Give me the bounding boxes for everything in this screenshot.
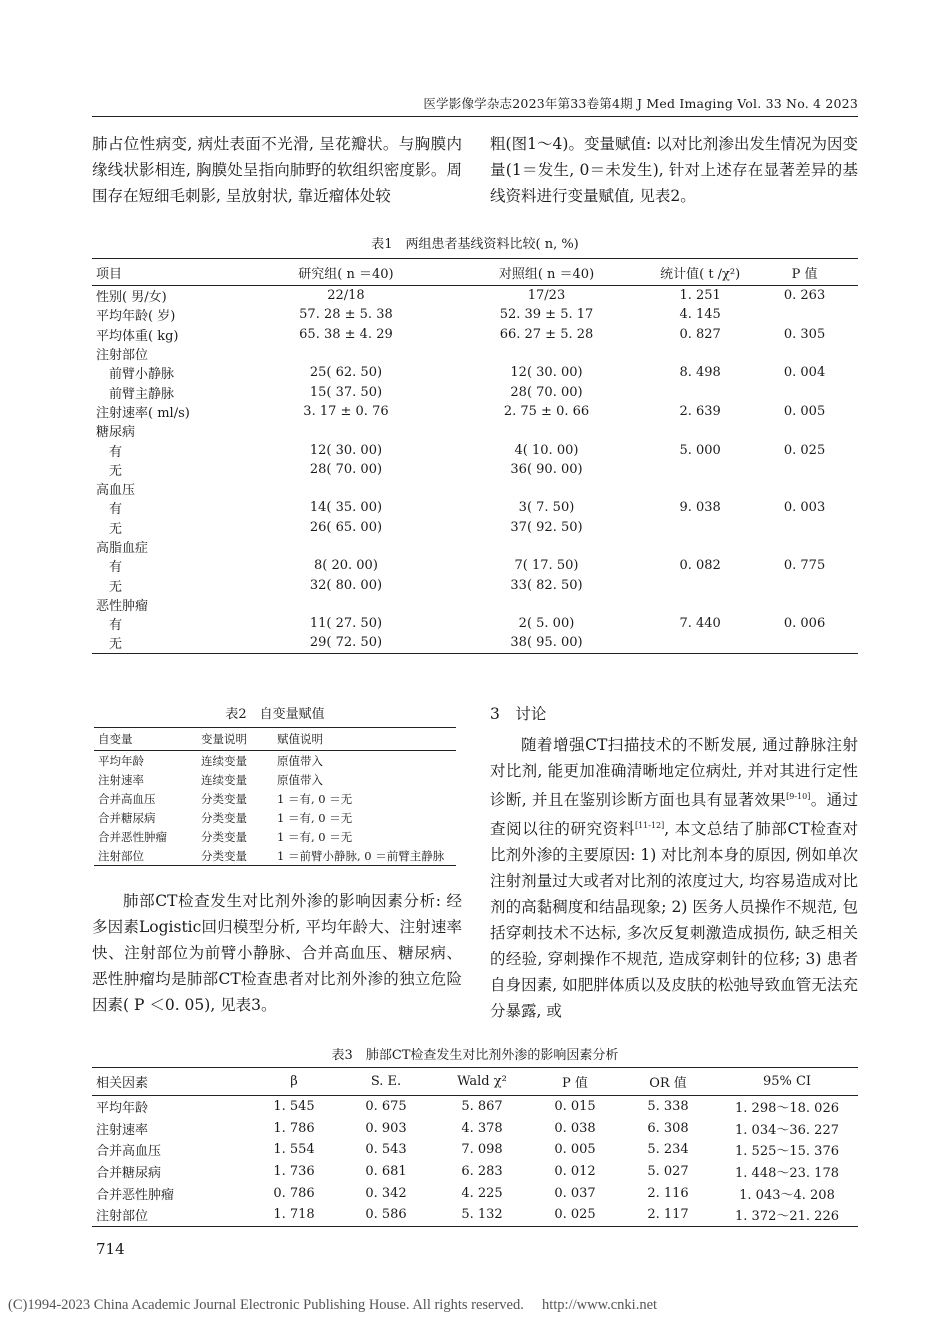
table2-row-cell: 平均年龄 xyxy=(98,753,144,768)
table1-row-cell: 有 xyxy=(96,560,123,576)
factor-analysis-paragraph: 肺部CT检查发生对比剂外渗的影响因素分析: 经多因素Logistic回归模型分析, 平均年龄大、注射速率快、注射部位为前臂小静脉、合并高血压、糖尿病、恶性肿瘤均是肺部CT检查患者对比剂外渗的独立危险因素( P ＜0. 05), 见表3。 xyxy=(92,892,462,1014)
table1-row xyxy=(92,537,858,556)
discussion-text: , 本文总结了肺部CT检查对比剂外渗的主要原因: 1) 对比剂本身的原因, 例如单次注射剂量过大或者对比剂的浓度过大, 均容易造成对比剂的高黏稠度和结晶现象; 2) 医务人员操作不规范, 包括穿刺技术不达标, 多次反复刺激造成损伤, 缺乏相关的经验, 穿刺操作不规范, 造成穿刺针的位移; 3) 患者自身因素, 如肥胖体质以及皮肤的松弛导致血管无法充分暴露, 或 xyxy=(490,820,858,1021)
table1-row-cell: 2. 639 xyxy=(679,403,721,419)
table1-row-cell: 糖尿病 xyxy=(96,425,136,441)
table3-caption: 表3 肺部CT检查发生对比剂外渗的影响因素分析 xyxy=(331,1048,619,1063)
table3-row-cell: 2. 116 xyxy=(647,1185,689,1201)
table1-row xyxy=(92,305,858,324)
table1-row-cell xyxy=(751,518,858,537)
table1-row-cell: 36( 90. 00) xyxy=(510,461,583,477)
table1-row-cell: 平均年龄( 岁) xyxy=(96,309,176,325)
table1-baseline-comparison xyxy=(92,258,858,654)
table3-row-cell: 1. 786 xyxy=(273,1120,315,1136)
discussion-heading: 3 讨论 xyxy=(490,705,547,723)
table1-row-cell xyxy=(248,479,444,498)
table3-row-cell: 4. 378 xyxy=(461,1120,503,1136)
table3-row-cell: 1. 034～36. 227 xyxy=(735,1122,839,1138)
citation-ref: [11-12] xyxy=(634,821,665,831)
table3-header-cell: 相关因素 xyxy=(92,1068,250,1096)
table2-row-cell: 注射速率 xyxy=(98,772,144,787)
copyright-footer: (C)1994-2023 China Academic Journal Electronic Publishing House. All rights reserved. http://www.cnki.net xyxy=(8,1297,658,1313)
table3-row xyxy=(92,1118,858,1140)
table1-row xyxy=(92,498,858,517)
table1-header-cell: 项目 xyxy=(92,259,248,286)
table1-row-cell xyxy=(649,595,751,614)
table1-row-cell: 38( 95. 00) xyxy=(444,633,649,653)
table1-row-cell xyxy=(649,575,751,594)
table1-row-cell: 高血压 xyxy=(96,483,136,499)
table1-row-cell: 12( 30. 00) xyxy=(510,365,583,381)
table1-row-cell: 52. 39 ± 5. 17 xyxy=(499,307,594,323)
table1-row xyxy=(92,344,858,363)
table2-row-cell: 1 ＝有, 0 ＝无 xyxy=(277,829,353,844)
table1-row-cell: 高脂血症 xyxy=(96,541,149,556)
table1-row-cell xyxy=(248,344,444,363)
table2-row-cell: 分类变量 xyxy=(197,846,273,866)
table2-row-cell: 注射部位 xyxy=(94,846,197,866)
table1-row-cell xyxy=(751,479,858,498)
citation-ref: [9-10] xyxy=(786,792,811,801)
table3-row-cell: 1. 525～15. 376 xyxy=(735,1144,839,1160)
table2-row-cell: 合并恶性肿瘤 xyxy=(98,829,167,844)
table1-row-cell xyxy=(649,633,751,653)
table1-row-cell: 17/23 xyxy=(527,288,566,304)
table3-header-cell: Wald χ² xyxy=(434,1068,530,1096)
table2-header-row xyxy=(94,728,456,751)
table2-row-cell: 分类变量 xyxy=(201,810,247,825)
table3-row-cell: 0. 342 xyxy=(365,1185,407,1201)
table2-row-cell: 连续变量 xyxy=(201,753,247,768)
table2-header-cell: 变量说明 xyxy=(197,728,273,751)
table1-row-cell xyxy=(751,633,858,653)
table1-row-cell: 无 xyxy=(96,521,123,537)
table1-row-cell: 0. 305 xyxy=(783,326,826,342)
table3-row-cell: 0. 903 xyxy=(365,1120,407,1136)
table1-row-cell xyxy=(649,479,751,498)
table1-row-cell: 11( 27. 50) xyxy=(309,616,383,632)
table3-header-cell: P 值 xyxy=(530,1068,620,1096)
table1-caption: 表1 两组患者基线资料比较( n, %) xyxy=(371,237,579,252)
table1-row-cell xyxy=(649,344,751,363)
table1-row-cell: 恶性肿瘤 xyxy=(96,598,149,614)
intro-right-text: 粗(图1～4)。变量赋值: 以对比剂渗出发生情况为因变量(1＝发生, 0＝未发生), 针对上述存在显著差异的基线资料进行变量赋值, 见表2。 xyxy=(490,135,858,205)
intro-left-column xyxy=(92,131,462,209)
table3-header-cell: S. E. xyxy=(338,1068,434,1096)
table1-row-cell: 28( 70. 00) xyxy=(510,384,583,400)
table1-row-cell xyxy=(649,382,751,401)
table1-row xyxy=(92,595,858,614)
table1-row xyxy=(92,460,858,479)
table3-row-cell: 0. 038 xyxy=(554,1120,596,1136)
table2-row-cell: 1 ＝前臂小静脉, 0 ＝前臂主静脉 xyxy=(273,846,456,866)
table1-row-cell: 前臂主静脉 xyxy=(96,386,175,402)
table1-row-cell: 65. 38 ± 4. 29 xyxy=(299,326,393,342)
table1-row-cell xyxy=(649,421,751,440)
table1-row xyxy=(92,479,858,498)
table1-row-cell: 25( 62. 50) xyxy=(309,365,383,381)
table2-row-cell: 连续变量 xyxy=(201,772,247,787)
table1-row-cell xyxy=(444,421,649,440)
table1-row-cell: 15( 37. 50) xyxy=(309,384,383,400)
table1-header-row xyxy=(92,259,858,286)
table1-row-cell xyxy=(444,479,649,498)
table3-row-cell: 5. 132 xyxy=(434,1204,530,1226)
table1-row-cell xyxy=(751,595,858,614)
table1-row-cell xyxy=(751,344,858,363)
table3-row xyxy=(92,1096,858,1118)
table3-header-cell: 95% CI xyxy=(716,1068,858,1096)
table3-header-row xyxy=(92,1068,858,1096)
table2-header-cell: 自变量 xyxy=(94,728,197,751)
table3-row-cell: 1. 298～18. 026 xyxy=(735,1101,839,1117)
table1-row-cell: 有 xyxy=(96,444,123,460)
table1-row-cell xyxy=(751,382,858,401)
table1-row-cell xyxy=(751,537,858,556)
table1-row-cell: 9. 038 xyxy=(679,500,721,516)
table1-row-cell: 14( 35. 00) xyxy=(309,500,383,516)
table2-row xyxy=(94,770,456,789)
intro-left-text: 肺占位性病变, 病灶表面不光滑, 呈花瓣状。与胸膜内缘线状影相连, 胸膜处呈指向肺野的软组织密度影。周围存在短细毛刺影, 呈放射状, 靠近瘤体处较 xyxy=(92,135,462,205)
table3-row-cell: 合并高血压 xyxy=(96,1144,162,1160)
table1-row xyxy=(92,286,858,306)
table2-row xyxy=(94,846,456,866)
table2-row xyxy=(94,808,456,827)
table1-header-cell: 统计值( t /χ²) xyxy=(649,259,751,286)
table3-row-cell: 0. 681 xyxy=(365,1164,407,1180)
table3-row-cell: 合并恶性肿瘤 xyxy=(96,1187,175,1203)
table1-row-cell: 33( 82. 50) xyxy=(510,577,583,593)
table2-row-cell: 合并糖尿病 xyxy=(98,810,156,825)
table1-row-cell: 注射速率( ml/s) xyxy=(96,405,190,421)
left-paragraph-block xyxy=(92,888,462,1018)
table1-row-cell xyxy=(248,595,444,614)
table3-row-cell: 1. 554 xyxy=(273,1142,315,1158)
table3-header-cell: OR 值 xyxy=(620,1068,716,1096)
table1-row-cell: 无 xyxy=(96,463,123,479)
table1-row-cell: 0. 775 xyxy=(783,558,826,574)
table1-row xyxy=(92,614,858,633)
table2-caption: 表2 自变量赋值 xyxy=(225,707,325,722)
table3-row-cell: 注射部位 xyxy=(92,1204,250,1226)
table3-row-cell: 5. 234 xyxy=(647,1142,689,1158)
table2-row-cell: 1 ＝有, 0 ＝无 xyxy=(277,791,353,806)
table2-row-cell: 1 ＝有, 0 ＝无 xyxy=(277,810,353,825)
table1-row-cell: 0. 006 xyxy=(783,616,826,632)
table1-row-cell: 平均体重( kg) xyxy=(96,328,179,344)
table3-row-cell: 0. 675 xyxy=(365,1099,407,1115)
table1-row-cell xyxy=(751,305,858,324)
table3-row-cell: 0. 786 xyxy=(273,1185,315,1201)
intro-right-column xyxy=(490,131,858,209)
table3-row-cell: 0. 586 xyxy=(338,1204,434,1226)
table1-row xyxy=(92,575,858,594)
table1-row xyxy=(92,363,858,382)
page-number: 714 xyxy=(96,1240,125,1258)
table1-row-cell xyxy=(649,537,751,556)
table1-row-cell xyxy=(444,537,649,556)
header-rule xyxy=(92,116,858,117)
table3-row-cell: 2. 117 xyxy=(620,1204,716,1226)
table3-row-cell: 1. 718 xyxy=(250,1204,338,1226)
table3-row-cell: 5. 867 xyxy=(461,1099,503,1115)
table1-row-cell: 29( 72. 50) xyxy=(248,633,444,653)
table1-row-cell: 4( 10. 00) xyxy=(514,442,579,458)
table1-row-cell xyxy=(751,575,858,594)
table2-row-cell: 分类变量 xyxy=(201,829,247,844)
table3-row-cell: 1. 545 xyxy=(273,1099,315,1115)
table3-row-cell: 0. 037 xyxy=(554,1185,596,1201)
table2-row-cell: 分类变量 xyxy=(201,791,247,806)
table1-row-cell: 32( 80. 00) xyxy=(309,577,383,593)
table3-row xyxy=(92,1204,858,1226)
table3-row xyxy=(92,1161,858,1183)
table1-row-cell: 无 xyxy=(92,633,248,653)
table3-row-cell: 注射速率 xyxy=(96,1122,149,1138)
table1-row xyxy=(92,440,858,459)
running-header: 医学影像学杂志2023年第33卷第4期 J Med Imaging Vol. 33 No. 4 2023 xyxy=(423,96,858,111)
table1-row-cell: 性别( 男/女) xyxy=(96,290,167,306)
table3-risk-factors xyxy=(92,1067,858,1227)
discussion-column xyxy=(490,732,858,1024)
table1-row-cell xyxy=(444,595,649,614)
table3-row-cell: 0. 005 xyxy=(554,1142,596,1158)
table1-row-cell: 7. 440 xyxy=(679,616,721,632)
table3-row-cell: 0. 012 xyxy=(554,1164,596,1180)
table3-row-cell: 1. 736 xyxy=(273,1164,315,1180)
table3-row-cell: 1. 448～23. 178 xyxy=(735,1166,839,1182)
table2-header-cell: 赋值说明 xyxy=(273,728,456,751)
table3-row-cell: 7. 098 xyxy=(461,1142,503,1158)
table1-row-cell: 4. 145 xyxy=(679,307,721,323)
table1-row-cell: 0. 005 xyxy=(783,403,826,419)
table1-row-cell: 22/18 xyxy=(327,288,365,304)
table3-row-cell: 0. 025 xyxy=(530,1204,620,1226)
table3-row xyxy=(92,1139,858,1161)
table3-row-cell: 0. 015 xyxy=(554,1099,596,1115)
table1-header-cell: P 值 xyxy=(751,259,858,286)
table3-header-cell: β xyxy=(250,1068,338,1096)
table3-row-cell: 4. 225 xyxy=(461,1185,503,1201)
table1-row-cell: 有 xyxy=(96,618,123,634)
table1-row-cell: 37( 92. 50) xyxy=(510,519,583,535)
table2-row-cell: 原值带入 xyxy=(277,753,323,768)
table1-row-cell xyxy=(444,344,649,363)
table1-row-cell: 28( 70. 00) xyxy=(309,461,383,477)
table3-row-cell: 6. 308 xyxy=(647,1120,689,1136)
table1-row-cell: 0. 025 xyxy=(783,442,826,458)
table1-row-cell: 2. 75 ± 0. 66 xyxy=(503,403,590,419)
table1-row-cell xyxy=(649,518,751,537)
table1-row-cell xyxy=(248,537,444,556)
table1-row-cell: 前臂小静脉 xyxy=(96,367,175,383)
discussion-text: 。通过查阅以往的研究资料 xyxy=(490,791,858,839)
table1-row xyxy=(92,421,858,440)
table3-row xyxy=(92,1182,858,1204)
table3-row-cell: 0. 543 xyxy=(365,1142,407,1158)
table1-row-cell: 8( 20. 00) xyxy=(314,558,378,574)
discussion-text: 随着增强CT扫描技术的不断发展, 通过静脉注射对比剂, 能更加准确清晰地定位病灶, 并对其进行定性诊断, 并且在鉴别诊断方面也具有显著效果 xyxy=(490,736,858,810)
table2-row xyxy=(94,827,456,846)
table1-row-cell xyxy=(649,460,751,479)
table2-row xyxy=(94,751,456,771)
table1-row-cell: 有 xyxy=(96,502,123,518)
table1-row-cell: 7( 17. 50) xyxy=(514,558,579,574)
table2-row-cell: 原值带入 xyxy=(277,772,323,787)
table1-row xyxy=(92,556,858,575)
table1-header-cell: 对照组( n ＝40) xyxy=(444,259,649,286)
table1-row-cell: 0. 003 xyxy=(783,500,826,516)
table1-row-cell: 0. 827 xyxy=(679,326,721,342)
table3-row-cell: 合并糖尿病 xyxy=(96,1166,162,1182)
table1-row-cell: 57. 28 ± 5. 38 xyxy=(299,307,393,323)
table1-row-cell xyxy=(751,421,858,440)
table1-row-cell: 1. 251 xyxy=(679,288,721,304)
table3-row-cell: 5. 338 xyxy=(647,1099,689,1115)
table1-row-cell: 0. 004 xyxy=(783,365,826,381)
table1-row xyxy=(92,382,858,401)
table1-row xyxy=(92,518,858,537)
table1-row-cell xyxy=(248,421,444,440)
table2-variable-assignment xyxy=(94,727,456,866)
table3-row-cell: 1. 043～4. 208 xyxy=(739,1187,835,1203)
table1-row-cell: 66. 27 ± 5. 28 xyxy=(499,326,594,342)
table1-row-cell xyxy=(751,460,858,479)
table1-row xyxy=(92,633,858,653)
table1-row-cell: 无 xyxy=(96,579,123,595)
table1-row-cell: 3( 7. 50) xyxy=(518,500,575,516)
table3-row-cell: 5. 027 xyxy=(647,1164,689,1180)
table1-row-cell: 12( 30. 00) xyxy=(309,442,383,458)
table1-header-cell: 研究组( n ＝40) xyxy=(248,259,444,286)
table1-row-cell: 26( 65. 00) xyxy=(309,519,383,535)
discussion-paragraph xyxy=(490,732,858,1024)
table1-row xyxy=(92,325,858,344)
table1-row-cell: 3. 17 ± 0. 76 xyxy=(303,403,389,419)
table1-row-cell: 8. 498 xyxy=(679,365,721,381)
table1-row-cell: 0. 263 xyxy=(783,288,826,304)
table3-row-cell: 1. 372～21. 226 xyxy=(716,1204,858,1226)
table1-row-cell: 5. 000 xyxy=(679,442,721,458)
table3-row-cell: 6. 283 xyxy=(461,1164,503,1180)
table1-row xyxy=(92,402,858,421)
table1-row-cell: 2( 5. 00) xyxy=(518,616,575,632)
table1-row-cell: 0. 082 xyxy=(679,558,721,574)
table1-row-cell: 注射部位 xyxy=(96,348,149,364)
table2-row-cell: 合并高血压 xyxy=(98,791,156,806)
table3-row-cell: 平均年龄 xyxy=(96,1101,149,1117)
table2-row xyxy=(94,789,456,808)
